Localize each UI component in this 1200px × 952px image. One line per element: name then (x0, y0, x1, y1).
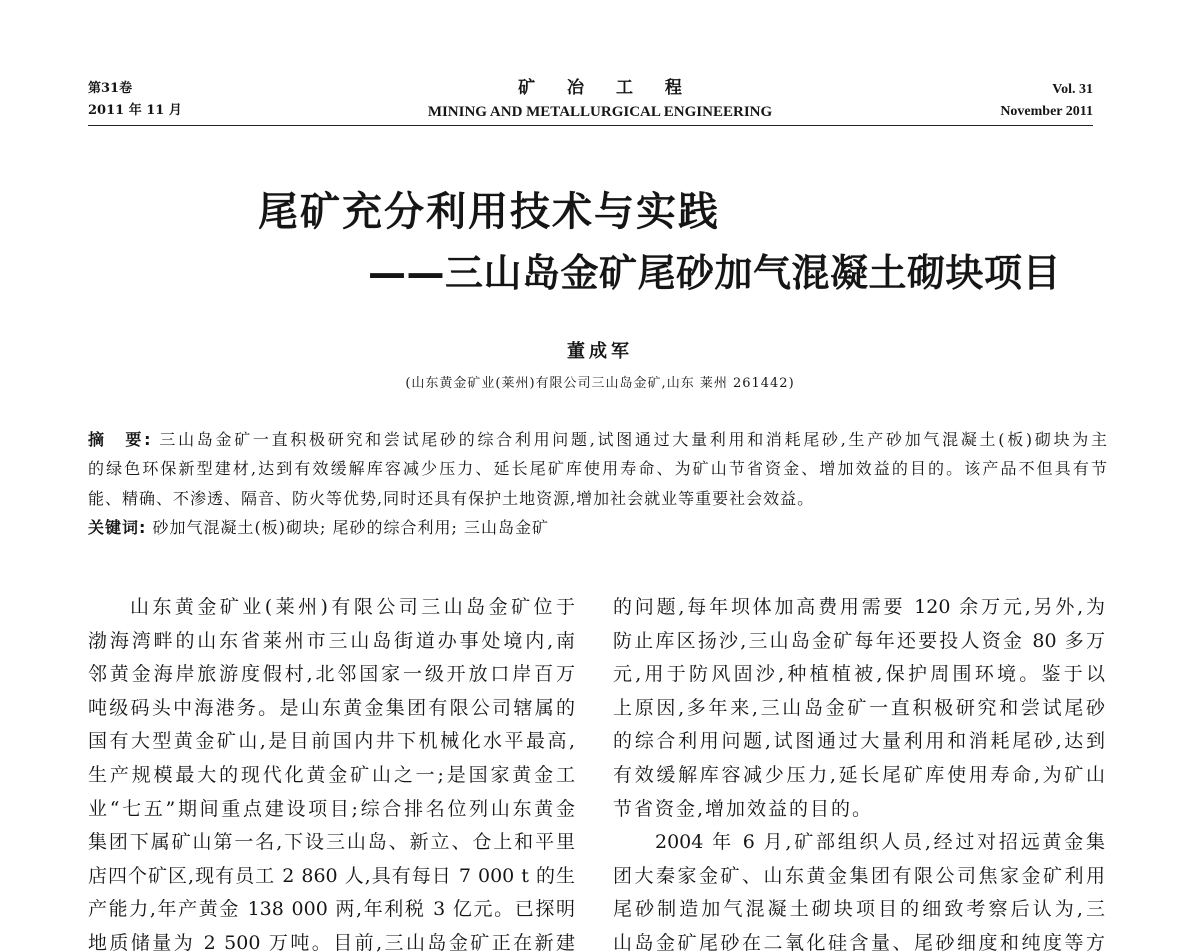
issue-date-label: 2011 年 11 月 (88, 103, 182, 118)
article-subtitle: ——三山岛金矿尾砂加气混凝土砌块项目 (368, 251, 1062, 295)
author-name: 董成军 (567, 341, 633, 362)
author-affiliation: (山东黄金矿业(莱州)有限公司三山岛金矿,山东 莱州 261442) (405, 376, 795, 391)
header-divider (88, 125, 1093, 126)
body-line: 邻黄金海岸旅游度假村,北邻国家一级开放口岸百万 (88, 663, 575, 686)
running-header-center (300, 76, 900, 124)
running-header-left (88, 78, 182, 122)
body-line: 2004 年 6 月,矿部组织人员,经过对招远黄金集 (655, 831, 1105, 854)
abstract-line: 的绿色环保新型建材,达到有效缓解库容减少压力、延长尾矿库使用寿命、为矿山节省资金、增加效益的目的。该产品不但具有节 (88, 459, 1108, 479)
issue-date-label-en: November 2011 (1000, 104, 1093, 119)
abstract-label: 摘 要: (88, 430, 152, 449)
running-header-right (1000, 79, 1093, 123)
body-line: 生产规模最大的现代化黄金矿山之一;是国家黄金工 (88, 763, 575, 786)
body-line: 防止库区扬沙,三山岛金矿每年还要投人资金 80 多万 (613, 629, 1105, 652)
body-line: 元,用于防风固沙,种植植被,保护周围环境。鉴于以 (613, 663, 1105, 686)
body-line: 渤海湾畔的山东省莱州市三山岛街道办事处境内,南 (88, 629, 575, 652)
keywords-label: 关键词: (88, 517, 147, 537)
journal-name-cn: 矿 冶 工 程 (518, 78, 695, 98)
volume-label: 第31卷 (88, 81, 133, 96)
body-line: 山东黄金矿业(莱州)有限公司三山岛金矿位于 (130, 596, 575, 618)
body-line: 的综合利用问题,试图通过大量利用和消耗尾砂,达到 (613, 730, 1105, 753)
body-line: 业“七五”期间重点建设项目;综合排名位列山东黄金 (88, 797, 575, 820)
body-line: 产能力,年产黄金 138 000 两,年利税 3 亿元。已探明 (88, 898, 575, 921)
body-line: 集团下属矿山第一名,下设三山岛、新立、仓上和平里 (88, 831, 575, 854)
body-line: 团大秦家金矿、山东黄金集团有限公司焦家金矿利用 (613, 864, 1105, 887)
body-line: 吨级码头中海港务。是山东黄金集团有限公司辖属的 (88, 696, 575, 719)
volume-label-en: Vol. 31 (1052, 82, 1093, 97)
body-column-right (613, 591, 1105, 952)
body-line: 节省资金,增加效益的目的。 (613, 797, 874, 820)
body-line: 地质储量为 2 500 万吨。目前,三山岛金矿正在新建 (88, 931, 575, 952)
journal-name-en: MINING AND METALLURGICAL ENGINEERING (427, 104, 773, 120)
body-line: 国有大型黄金矿山,是目前国内井下机械化水平最高, (88, 730, 575, 753)
abstract-line (88, 425, 1108, 454)
article-title: 尾矿充分利用技术与实践 (258, 189, 720, 235)
body-line: 上原因,多年来,三山岛金矿一直积极研究和尝试尾砂 (613, 696, 1105, 719)
body-line: 有效缓解库容减少压力,延长尾矿库使用寿命,为矿山 (613, 763, 1105, 786)
abstract-text: 三山岛金矿一直积极研究和尝试尾砂的综合利用问题,试图通过大量利用和消耗尾砂,生产砂加气混凝土(板)砌块为主 (159, 430, 1108, 449)
body-line: 尾砂制造加气混凝土砌块项目的细致考察后认为,三 (613, 898, 1105, 921)
body-column-left (88, 591, 575, 952)
body-line: 的问题,每年坝体加高费用需要 120 余万元,另外,为 (613, 596, 1105, 618)
keywords-line (88, 513, 1108, 542)
keywords-text: 砂加气混凝土(板)砌块; 尾砂的综合利用; 三山岛金矿 (152, 517, 549, 537)
body-line: 店四个矿区,现有员工 2 860 人,具有每日 7 000 t 的生 (88, 864, 575, 887)
abstract-block (88, 425, 1108, 542)
body-line: 山岛金矿尾砂在二氧化硅含量、尾砂细度和纯度等方 (613, 931, 1105, 952)
abstract-line: 能、精确、不渗透、隔音、防火等优势,同时还具有保护土地资源,增加社会就业等重要社会效益。 (88, 488, 815, 508)
